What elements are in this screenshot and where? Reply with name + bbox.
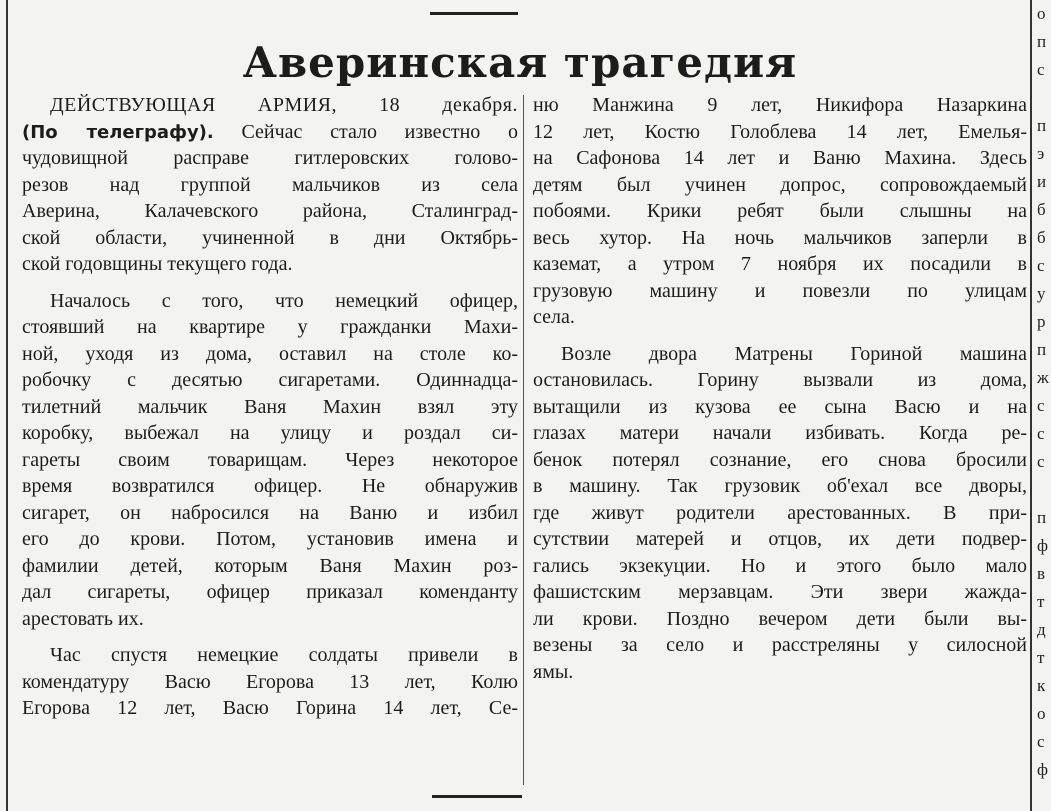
article-line: грузовую машину и повезли по улицам: [533, 279, 1027, 302]
neighbor-letter: д: [1037, 620, 1046, 639]
neighbor-letter: п: [1037, 32, 1047, 51]
neighbor-letter: с: [1037, 732, 1045, 751]
article-line: весь хутор. На ночь мальчиков заперли в: [533, 226, 1027, 249]
dateline: ДЕЙСТВУЮЩАЯ АРМИЯ, 18 декабря.: [50, 94, 518, 116]
neighbor-letter: б: [1037, 228, 1046, 247]
article-line: его до крови. Потом, установив имена и: [22, 528, 518, 550]
neighbor-letter: т: [1037, 648, 1045, 667]
neighbor-letter: в: [1037, 564, 1046, 583]
neighbor-letter: с: [1037, 424, 1045, 443]
article-line: стоявший на квартире у гражданки Махи-: [22, 316, 518, 338]
article-line: побоями. Крики ребят были слышны на: [533, 200, 1027, 222]
neighbor-letter: ж: [1037, 368, 1049, 387]
neighbor-letter: к: [1037, 676, 1046, 695]
article-line: гареты своим товарищам. Через некоторое: [22, 448, 518, 471]
article-line: чудовищной расправе гитлеровских голово-: [22, 147, 518, 169]
article-line: [22, 92, 518, 119]
article-line: сигарет, он набросился на Ваню и избил: [22, 501, 518, 524]
article-line: Началось с того, что немецкий офицер,: [50, 289, 518, 312]
neighbor-letter: с: [1037, 396, 1045, 415]
neighbor-column-fragment: [1037, 0, 1051, 784]
neighbor-letter: с: [1037, 452, 1045, 471]
article-line: тилетний мальчик Ваня Махин взял эту: [22, 395, 518, 418]
article-line-text: Сейчас стало известно о: [241, 120, 518, 143]
article-line: резов над группой мальчиков из села: [22, 173, 518, 196]
article-line: гались экзекуции. Но и этого было мало: [533, 554, 1027, 577]
neighbor-letter: ф: [1037, 760, 1049, 779]
neighbor-letter: б: [1037, 200, 1046, 219]
article-line: на Сафонова 14 лет и Ваню Махина. Здесь: [533, 147, 1027, 169]
article-line: комендатуру Васю Егорова 13 лет, Колю: [22, 670, 518, 693]
top-rule: [430, 12, 518, 15]
article-line: фамилии детей, которым Ваня Махин роз-: [22, 554, 518, 577]
neighbor-letter: о: [1037, 4, 1046, 23]
article-line: вытащили из кузова ее сына Васю и на: [533, 395, 1027, 418]
article-line: каземат, а утром 7 ноября их посадили в: [533, 253, 1027, 275]
neighbor-letter: р: [1037, 312, 1046, 331]
article-line: ской области, учиненной в дни Октябрь-: [22, 226, 518, 249]
article-line: Час спустя немецкие солдаты привели в: [50, 644, 518, 666]
neighbor-letter: [1037, 476, 1051, 504]
article-line: села.: [533, 306, 575, 328]
neighbor-letter: [1037, 84, 1051, 112]
article-line: дал сигареты, офицер приказал коменданту: [22, 581, 518, 603]
article-headline: Аверинская трагедия: [242, 38, 798, 87]
article-line: ню Манжина 9 лет, Никифора Назаркина: [533, 94, 1027, 116]
article-line: в машину. Так грузовик об'ехал все дворы,: [533, 475, 1027, 497]
article-line: бенок потерял сознание, его снова бросили: [533, 448, 1027, 471]
neighbor-letter: т: [1037, 592, 1045, 611]
page-frame-right: [1030, 0, 1032, 811]
neighbor-letter: э: [1037, 144, 1045, 163]
neighbor-letter: п: [1037, 340, 1047, 359]
neighbor-letter: п: [1037, 508, 1047, 527]
page-frame-left: [6, 0, 8, 811]
article-line: ной, уходя из дома, оставил на столе ко-: [22, 342, 518, 365]
article-line: ямы.: [533, 660, 574, 683]
article-line: детям был учинен допрос, сопровождаемый: [533, 173, 1027, 196]
neighbor-letter: с: [1037, 256, 1045, 275]
neighbor-letter: с: [1037, 60, 1045, 79]
article-line: Возле двора Матрены Гориной машина: [561, 342, 1027, 365]
article-line: ской годовщины текущего года.: [22, 253, 293, 275]
neighbor-letter: у: [1037, 284, 1046, 303]
bottom-rule: [432, 795, 522, 798]
article-line: фашистским мерзавцам. Эти звери жажда-: [533, 581, 1027, 603]
article-line: арестовать их.: [22, 607, 144, 630]
article-column-left: [22, 92, 518, 722]
article-line: 12 лет, Костю Голоблева 14 лет, Емелья-: [533, 120, 1027, 143]
article-line: где живут родители арестованных. В при-: [533, 501, 1027, 524]
column-divider: [523, 95, 524, 785]
article-line: время возвратился офицер. Не обнаружив: [22, 475, 518, 497]
neighbor-letter: и: [1037, 172, 1047, 191]
article-line: Егорова 12 лет, Васю Горина 14 лет, Се-: [22, 697, 518, 719]
article-line: ли крови. Поздно вечером дети были вы-: [533, 607, 1027, 630]
neighbor-letter: о: [1037, 704, 1046, 723]
article-line: глазах матери начали избивать. Когда ре-: [533, 422, 1027, 444]
neighbor-letter: п: [1037, 116, 1047, 135]
article-line: Аверина, Калачевского района, Сталинград-: [22, 200, 518, 222]
article-line: [22, 119, 518, 146]
neighbor-letter: ф: [1037, 536, 1049, 555]
article-line: везены за село и расстреляны у силосной: [533, 634, 1027, 656]
source-note: (По телеграфу).: [22, 121, 214, 143]
article-line: коробку, выбежал на улицу и роздал си-: [22, 422, 518, 444]
article-column-right: [533, 92, 1027, 685]
article-line: робочку с десятью сигаретами. Одиннадца-: [22, 369, 518, 391]
article-line: остановилась. Горину вызвали из дома,: [533, 369, 1027, 391]
article-line: сутствии матерей и отцов, их дети подвер-: [533, 528, 1027, 550]
